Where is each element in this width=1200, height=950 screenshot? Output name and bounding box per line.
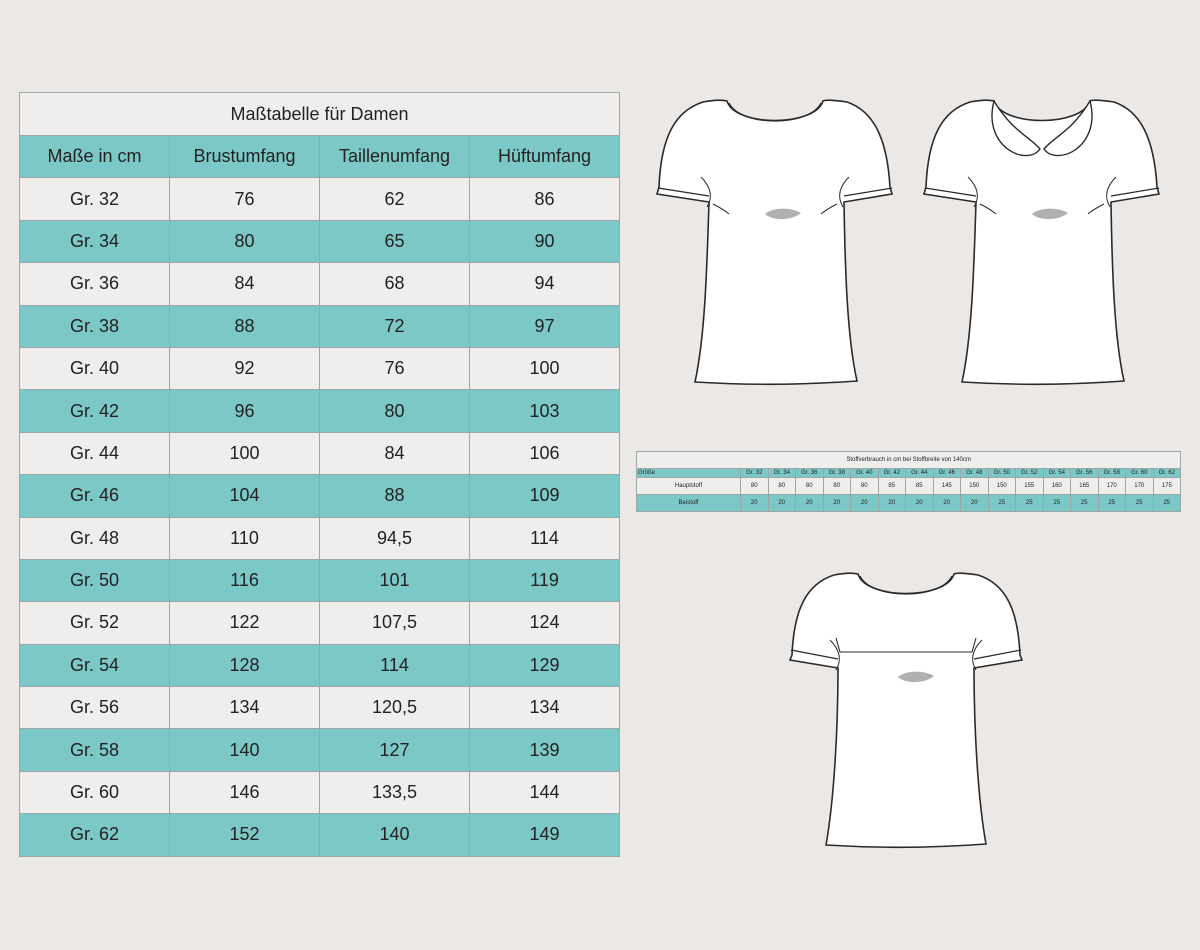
size-cell: Gr. 40: [20, 347, 170, 389]
fabric-size-header: Gr. 50: [988, 469, 1016, 478]
hip-cell: 144: [470, 771, 620, 813]
table-row: [20, 432, 620, 474]
size-cell: Gr. 36: [20, 263, 170, 305]
waist-cell: 94,5: [320, 517, 470, 559]
fabric-table-wrap: [636, 451, 1180, 512]
hip-cell: 129: [470, 644, 620, 686]
fabric-value-cell: 155: [1016, 478, 1044, 495]
waist-cell: 84: [320, 432, 470, 474]
size-table: [19, 92, 620, 857]
fabric-value-cell: 25: [988, 495, 1016, 512]
waist-cell: 68: [320, 263, 470, 305]
fabric-value-cell: 25: [1016, 495, 1044, 512]
fabric-size-header: Gr. 62: [1153, 469, 1181, 478]
waist-cell: 107,5: [320, 602, 470, 644]
waist-cell: 72: [320, 305, 470, 347]
bust-cell: 146: [170, 771, 320, 813]
fabric-size-header: Gr. 40: [851, 469, 879, 478]
fabric-value-cell: 20: [906, 495, 934, 512]
size-cell: Gr. 44: [20, 432, 170, 474]
fabric-value-cell: 20: [933, 495, 961, 512]
bust-cell: 104: [170, 475, 320, 517]
hip-cell: 100: [470, 347, 620, 389]
size-cell: Gr. 52: [20, 602, 170, 644]
shirt-round-neck-illustration: [655, 97, 895, 387]
fabric-size-header: Gr. 60: [1126, 469, 1154, 478]
bust-cell: 76: [170, 178, 320, 220]
fabric-size-header: Gr. 44: [906, 469, 934, 478]
size-cell: Gr. 34: [20, 220, 170, 262]
table-row: [20, 220, 620, 262]
bust-cell: 100: [170, 432, 320, 474]
size-cell: Gr. 48: [20, 517, 170, 559]
fabric-value-cell: 150: [988, 478, 1016, 495]
waist-cell: 140: [320, 814, 470, 856]
bust-cell: 92: [170, 347, 320, 389]
size-table-body: [20, 178, 620, 856]
fabric-value-cell: 20: [823, 495, 851, 512]
fabric-value-cell: 175: [1153, 478, 1181, 495]
bust-cell: 84: [170, 263, 320, 305]
waist-cell: 76: [320, 347, 470, 389]
fabric-table-title: Stoffverbrauch in cm bei Stoffbreite von 140cm: [637, 452, 1181, 469]
fabric-value-cell: 160: [1043, 478, 1071, 495]
fabric-size-header: Gr. 38: [823, 469, 851, 478]
waist-cell: 80: [320, 390, 470, 432]
bust-cell: 80: [170, 220, 320, 262]
fabric-value-cell: 20: [796, 495, 824, 512]
bust-cell: 128: [170, 644, 320, 686]
fabric-value-cell: 80: [741, 478, 769, 495]
shirt-collar-illustration: [922, 97, 1162, 387]
header-waist: Taillenumfang: [320, 136, 470, 178]
size-cell: Gr. 58: [20, 729, 170, 771]
fabric-row-label: Hauptstoff: [637, 478, 741, 495]
fabric-value-cell: 80: [768, 478, 796, 495]
header-hip: Hüftumfang: [470, 136, 620, 178]
waist-cell: 101: [320, 559, 470, 601]
fabric-size-header: Gr. 46: [933, 469, 961, 478]
fabric-size-label: Größe: [637, 469, 741, 478]
fabric-row: [637, 495, 1181, 512]
table-row: [20, 517, 620, 559]
table-row: [20, 644, 620, 686]
fabric-value-cell: 25: [1098, 495, 1126, 512]
fabric-size-header: Gr. 48: [961, 469, 989, 478]
waist-cell: 65: [320, 220, 470, 262]
waist-cell: 133,5: [320, 771, 470, 813]
fabric-value-cell: 80: [796, 478, 824, 495]
hip-cell: 90: [470, 220, 620, 262]
fabric-value-cell: 25: [1071, 495, 1099, 512]
table-row: [20, 475, 620, 517]
fabric-row-label: Beistoff: [637, 495, 741, 512]
fabric-size-header: Gr. 42: [878, 469, 906, 478]
table-row: [20, 602, 620, 644]
hip-cell: 114: [470, 517, 620, 559]
hip-cell: 139: [470, 729, 620, 771]
bust-cell: 88: [170, 305, 320, 347]
hip-cell: 86: [470, 178, 620, 220]
table-row: [20, 771, 620, 813]
fabric-value-cell: 20: [851, 495, 879, 512]
fabric-value-cell: 85: [878, 478, 906, 495]
header-bust: Brustumfang: [170, 136, 320, 178]
fabric-value-cell: 25: [1126, 495, 1154, 512]
bust-cell: 134: [170, 687, 320, 729]
header-measure: Maße in cm: [20, 136, 170, 178]
table-row: [20, 390, 620, 432]
bust-cell: 122: [170, 602, 320, 644]
fabric-size-header: Gr. 34: [768, 469, 796, 478]
waist-cell: 62: [320, 178, 470, 220]
fabric-value-cell: 20: [878, 495, 906, 512]
size-table-title: Maßtabelle für Damen: [20, 93, 620, 136]
hip-cell: 103: [470, 390, 620, 432]
waist-cell: 127: [320, 729, 470, 771]
hip-cell: 94: [470, 263, 620, 305]
fabric-value-cell: 80: [823, 478, 851, 495]
fabric-value-cell: 20: [768, 495, 796, 512]
fabric-size-header: Gr. 32: [741, 469, 769, 478]
hip-cell: 149: [470, 814, 620, 856]
size-cell: Gr. 38: [20, 305, 170, 347]
size-cell: Gr. 60: [20, 771, 170, 813]
fabric-value-cell: 165: [1071, 478, 1099, 495]
waist-cell: 88: [320, 475, 470, 517]
size-cell: Gr. 62: [20, 814, 170, 856]
waist-cell: 120,5: [320, 687, 470, 729]
fabric-value-cell: 20: [741, 495, 769, 512]
size-cell: Gr. 32: [20, 178, 170, 220]
hip-cell: 119: [470, 559, 620, 601]
hip-cell: 134: [470, 687, 620, 729]
bust-cell: 96: [170, 390, 320, 432]
bust-cell: 152: [170, 814, 320, 856]
table-row: [20, 305, 620, 347]
fabric-table: [636, 451, 1181, 512]
fabric-size-header: Gr. 52: [1016, 469, 1044, 478]
waist-cell: 114: [320, 644, 470, 686]
size-cell: Gr. 50: [20, 559, 170, 601]
table-row: [20, 559, 620, 601]
fabric-value-cell: 20: [961, 495, 989, 512]
bust-cell: 110: [170, 517, 320, 559]
fabric-value-cell: 170: [1126, 478, 1154, 495]
fabric-value-cell: 85: [906, 478, 934, 495]
fabric-value-cell: 25: [1043, 495, 1071, 512]
fabric-row: [637, 478, 1181, 495]
table-row: [20, 263, 620, 305]
fabric-value-cell: 170: [1098, 478, 1126, 495]
fabric-value-cell: 150: [961, 478, 989, 495]
table-row: [20, 729, 620, 771]
fabric-value-cell: 25: [1153, 495, 1181, 512]
hip-cell: 106: [470, 432, 620, 474]
table-row: [20, 347, 620, 389]
fabric-value-cell: 80: [851, 478, 879, 495]
size-cell: Gr. 42: [20, 390, 170, 432]
fabric-table-header: [637, 469, 1181, 478]
size-cell: Gr. 46: [20, 475, 170, 517]
size-cell: Gr. 54: [20, 644, 170, 686]
size-cell: Gr. 56: [20, 687, 170, 729]
fabric-value-cell: 145: [933, 478, 961, 495]
hip-cell: 124: [470, 602, 620, 644]
table-row: [20, 687, 620, 729]
hip-cell: 97: [470, 305, 620, 347]
shirt-yoke-illustration: [788, 570, 1024, 850]
table-row: [20, 814, 620, 856]
hip-cell: 109: [470, 475, 620, 517]
bust-cell: 140: [170, 729, 320, 771]
fabric-size-header: Gr. 36: [796, 469, 824, 478]
fabric-size-header: Gr. 58: [1098, 469, 1126, 478]
fabric-size-header: Gr. 56: [1071, 469, 1099, 478]
table-row: [20, 178, 620, 220]
bust-cell: 116: [170, 559, 320, 601]
fabric-size-header: Gr. 54: [1043, 469, 1071, 478]
